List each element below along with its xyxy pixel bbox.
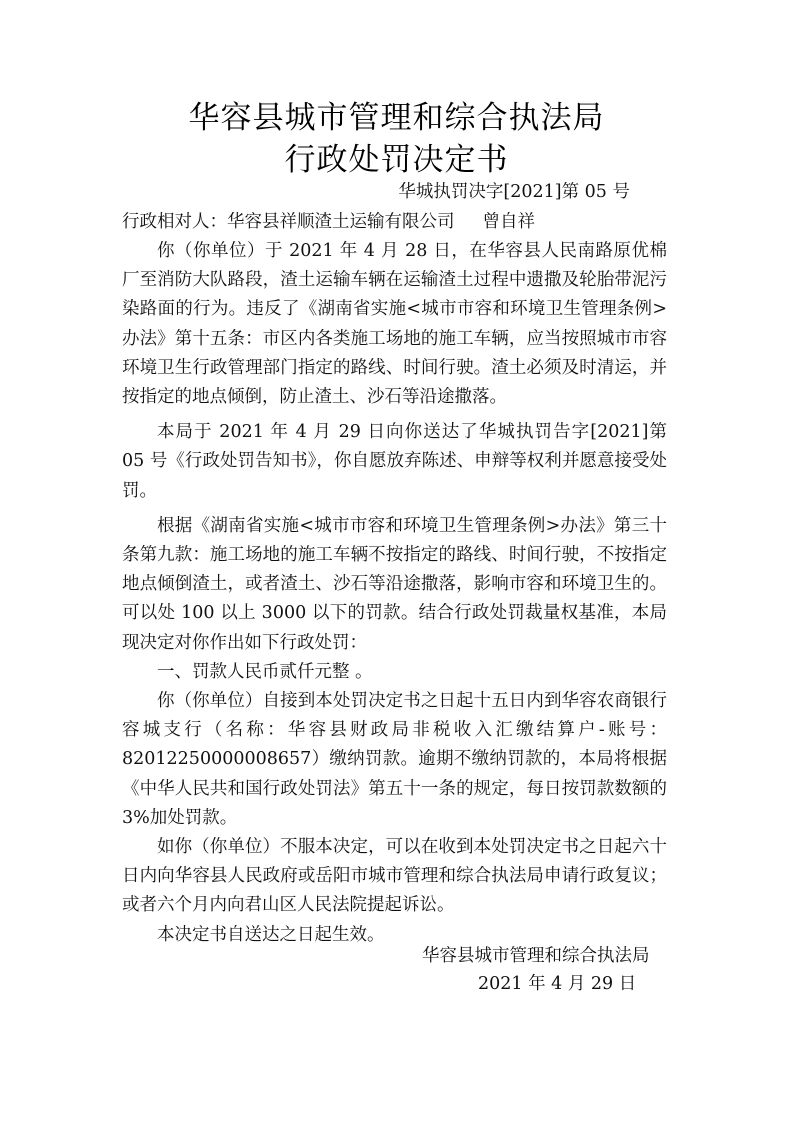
signature-date: 2021 年 4 月 29 日 [478,974,637,994]
paragraph-notice: 本局于 2021 年 4 月 29 日向你送达了华城执罚告字[2021]第 05 号《行政处罚告知书》，你自愿放弃陈述、申辩等权利并愿意接受处罚。 [122,422,667,501]
paragraph-appeal: 如你（你单位）不服本决定，可以在收到本处罚决定书之日起六十日内向华容县人民政府或岳阳市城市管理和综合执法局申请行政复议；或者六个月内向君山区人民法院提起诉讼。 [122,837,667,916]
paragraph-violation: 你（你单位）于 2021 年 4 月 28 日，在华容县人民南路原优棉厂至消防大队路段，渣土运输车辆在运输渣土过程中遗撒及轮胎带泥污染路面的行为。违反了《湖南省实施<城市市容和环境卫生管理条例>办法》第十五条：市区内各类施工场地的施工车辆，应当按照城市市容环境卫生行政管理部门指定的路线、时间行驶。渣土必须及时清运，并按指定的地点倾倒，防止渣土、沙石等沿途撒落。 [122,241,667,408]
paragraph-payment: 你（你单位）自接到本处罚决定书之日起十五日内到华容农商银行容城支行（名称：华容县财政局非税收入汇缴结算户-账号：82012250000008657）缴纳罚款。逾期不缴纳罚款的，本局将根据《中华人民共和国行政处罚法》第五十一条的规定，每日按罚款数额的 3%加处罚款。 [122,691,667,828]
paragraph-effective: 本决定书自送达之日起生效。 [157,924,385,945]
document-body [122,237,667,950]
party-line [122,208,535,236]
document-subtitle: 行政处罚决定书 [284,142,509,178]
signature-organization: 华容县城市管理和综合执法局 [422,946,650,966]
document-title: 华容县城市管理和综合执法局 [188,100,605,136]
party-company: 华容县祥顺渣土运输有限公司 [227,212,455,232]
document-number: 华城执罚决字[2021]第 05 号 [398,182,630,202]
party-label: 行政相对人： [122,212,227,232]
paragraph-legal-basis: 根据《湖南省实施<城市市容和环境卫生管理条例>办法》第三十条第九款：施工场地的施工车辆不按指定的路线、时间行驶，不按指定地点倾倒渣土，或者渣土、沙石等沿途撒落，影响市容和环境卫生的。可以处 100 以上 3000 以下的罚款。结合行政处罚裁量权基准，本局现决定对你作出如下行政处罚： [122,515,667,653]
party-person: 曾自祥 [482,212,535,232]
paragraph-penalty: 一、罚款人民币贰仟元整 。 [157,661,373,682]
